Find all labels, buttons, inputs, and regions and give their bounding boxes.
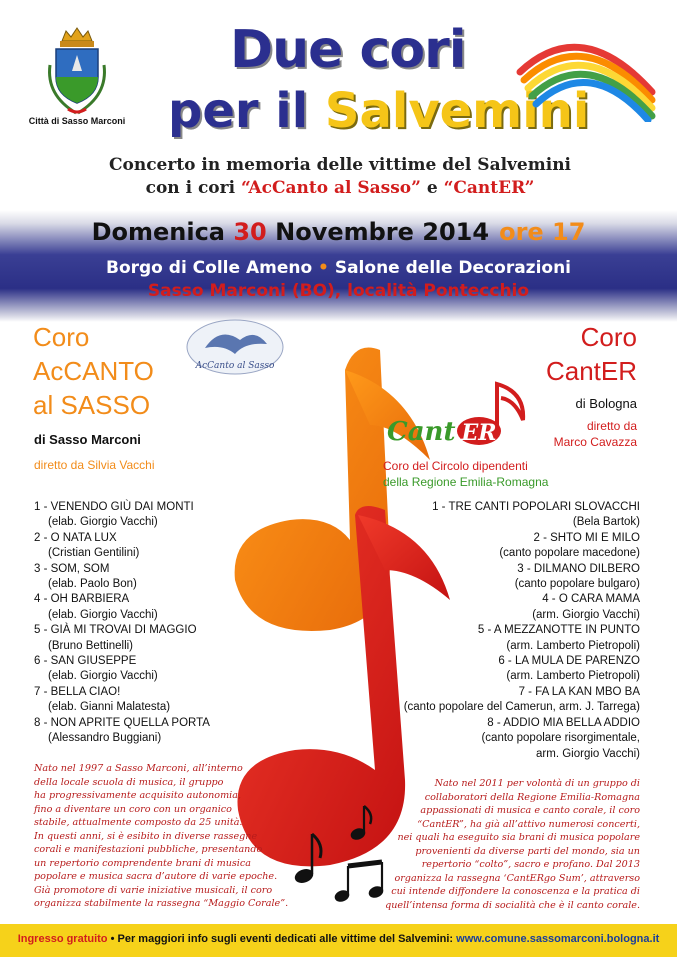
song-note: (arm. Lamberto Pietropoli)	[506, 670, 640, 683]
song-note: (Alessandro Buggiani)	[48, 732, 162, 745]
canter-logo-text-a: Cant	[387, 417, 456, 447]
song-note: (Cristian Gentilini)	[48, 547, 140, 560]
song-title: 8 - NON APRITE QUELLA PORTA	[34, 716, 210, 729]
title-line-1: Due cori	[230, 20, 466, 80]
subtitle-choir-1: “AcCanto al Sasso”	[240, 178, 421, 198]
right-choir-director	[554, 418, 637, 450]
director-name: Marco Cavazza	[553, 435, 637, 449]
song-title: 4 - O CARA MAMA	[542, 593, 640, 606]
song-note: (canto popolare del Camerun, arm. J. Tarrega)	[403, 701, 640, 714]
song-note: (arm. Lamberto Pietropoli)	[506, 639, 640, 652]
left-choir-name-l3: al SASSO	[33, 390, 151, 420]
bio-line: “CantER”, ha già all’attivo numerosi concerti,	[417, 818, 640, 830]
left-song-list	[34, 500, 284, 747]
canter-logo-text-b: ER	[461, 420, 497, 446]
song-title: 6 - LA MULA DE PARENZO	[498, 655, 640, 668]
song-title: 8 - ADDIO MIA BELLA ADDIO	[487, 716, 640, 729]
song-title: 4 - OH BARBIERA	[34, 593, 130, 606]
date-day: 30	[233, 218, 267, 246]
list-item	[320, 500, 640, 531]
list-item	[34, 500, 284, 531]
bio-line: popolare e musica sacra d’autore di varie epoche.	[34, 871, 278, 882]
title-line-2-accent: Salvemini	[324, 83, 590, 139]
small-music-notes-icon	[290, 800, 400, 905]
director-label: diretto da	[586, 419, 637, 433]
bio-line: provenienti da diverse parti del mondo, sia un	[415, 845, 640, 857]
left-choir-name	[33, 320, 154, 422]
event-date	[0, 218, 677, 246]
list-item	[34, 716, 284, 747]
left-choir-name-l1: Coro	[33, 322, 90, 352]
bio-line: repertorio “colto”, sacro e profano. Dal 2013	[421, 859, 640, 870]
right-choir-name	[546, 320, 637, 388]
list-item	[34, 654, 284, 685]
canter-subtitle-2: della Regione Emilia-Romagna	[383, 475, 549, 489]
date-prefix: Domenica	[91, 218, 234, 246]
list-item	[320, 623, 640, 654]
subtitle-line-2	[60, 177, 620, 200]
bio-line: stabile, attualmente composto da 25 unità.	[34, 817, 243, 828]
event-time: ore 17	[499, 218, 586, 246]
bio-line: Nato nel 2011 per volontà di un gruppo di	[434, 778, 640, 789]
bio-line: collaboratori della Regione Emilia-Romagna	[424, 791, 640, 803]
venue-separator: •	[312, 258, 335, 278]
left-choir-bio	[34, 762, 304, 911]
city-label: Città di Sasso Marconi	[28, 116, 126, 126]
rainbow-icon	[512, 22, 662, 122]
song-title: 1 - VENENDO GIÙ DAI MONTI	[34, 501, 194, 513]
venue-a: Borgo di Colle Ameno	[105, 258, 313, 278]
bio-line: cui intende diffondere la conoscenza e la pratica di	[391, 886, 640, 897]
subtitle-text-a: con i cori	[145, 178, 241, 198]
song-title: 5 - GIÀ MI TROVAI DI MAGGIO	[34, 624, 197, 637]
song-note: (Bruno Bettinelli)	[48, 639, 134, 652]
song-note: (canto popolare bulgaro)	[514, 578, 640, 591]
event-place: Sasso Marconi (BO), località Pontecchio	[147, 281, 530, 301]
free-entry: Ingresso gratuito	[17, 933, 108, 945]
bio-line: Nato nel 1997 a Sasso Marconi, all’interno	[34, 763, 243, 774]
song-note: (canto popolare macedone)	[499, 547, 640, 560]
list-item	[320, 685, 640, 716]
footer-info: Per maggiori info sugli eventi dedicati alle vittime del Salvemini:	[117, 933, 457, 945]
bio-line: ha progressivamente acquisito autonomia,	[34, 790, 242, 801]
left-choir-director: diretto da Silvia Vacchi	[34, 458, 155, 472]
song-title: 7 - BELLA CIAO!	[34, 685, 121, 698]
subtitle	[60, 154, 620, 200]
venue-b: Salone delle Decorazioni	[334, 258, 572, 278]
song-note: (elab. Paolo Bon)	[48, 578, 137, 591]
bio-line: fino a diventare un coro con un organico	[34, 803, 232, 815]
song-note: (canto popolare risorgimentale,	[481, 732, 640, 745]
left-choir-name-l2: AcCANTO	[33, 356, 154, 386]
song-note: (elab. Giorgio Vacchi)	[48, 670, 158, 683]
right-choir-name-l1: Coro	[580, 322, 637, 352]
list-item	[320, 562, 640, 593]
list-item	[320, 592, 640, 623]
bio-line: organizza stabilmente la rassegna “Maggio Corale”.	[34, 898, 289, 909]
song-title: 5 - A MEZZANOTTE IN PUNTO	[477, 624, 640, 637]
list-item	[320, 531, 640, 562]
accanto-logo-text: AcCanto al Sasso	[195, 361, 275, 371]
footer-separator: •	[107, 933, 118, 945]
song-note: (elab. Giorgio Vacchi)	[48, 516, 158, 529]
song-title: 1 - TRE CANTI POPOLARI SLOVACCHI	[432, 501, 640, 513]
website-link[interactable]: www.comune.sassomarconi.bologna.it	[456, 933, 660, 945]
song-title: 6 - SAN GIUSEPPE	[34, 655, 137, 668]
footer-text	[0, 933, 677, 945]
list-item	[34, 623, 284, 654]
canter-logo	[385, 380, 530, 450]
canter-subtitle-1: Coro del Circolo dipendenti	[383, 459, 528, 473]
right-choir-name-l2: CantER	[545, 356, 637, 386]
list-item	[34, 562, 284, 593]
list-item	[34, 531, 284, 562]
date-suffix: Novembre 2014	[266, 218, 490, 246]
bio-line: nei quali ha eseguito sia brani di musica popolare	[397, 832, 640, 843]
subtitle-choir-2: “CantER”	[443, 178, 535, 198]
city-crest-icon	[40, 25, 114, 117]
song-title: 2 - SHTO MI E MILO	[533, 531, 640, 544]
list-item	[34, 592, 284, 623]
song-title: 3 - SOM, SOM	[34, 562, 110, 575]
bio-line: In questi anni, si è esibito in diverse rassegne	[34, 830, 258, 842]
song-title: 7 - FA LA KAN MBO BA	[518, 685, 640, 698]
song-note: (arm. Giorgio Vacchi)	[532, 608, 640, 621]
event-venue	[0, 258, 677, 278]
song-note: (Bela Bartok)	[572, 516, 640, 529]
accanto-logo	[185, 318, 285, 376]
list-item	[320, 654, 640, 685]
bio-line: della locale scuola di musica, il gruppo	[34, 776, 224, 788]
list-item	[34, 685, 284, 716]
left-choir-town: di Sasso Marconi	[34, 432, 141, 447]
song-note: arm. Giorgio Vacchi)	[536, 747, 640, 760]
bio-line: un repertorio comprendente brani di musica	[34, 857, 251, 869]
bio-line: Già promotore di varie iniziative musicali, il coro	[34, 884, 273, 896]
song-title: 3 - DILMANO DILBERO	[517, 562, 640, 575]
right-song-list	[320, 500, 640, 762]
bio-line: corali e manifestazioni pubbliche, presentando	[34, 844, 263, 855]
song-title: 2 - O NATA LUX	[34, 531, 117, 544]
subtitle-line-1: Concerto in memoria delle vittime del Salvemini	[108, 155, 572, 175]
bio-line: appassionati di musica e canto corale, il coro	[420, 805, 640, 816]
song-note: (elab. Giorgio Vacchi)	[48, 608, 158, 621]
bio-line: quell’intensa forma di socialità che è il canto corale.	[385, 899, 640, 911]
subtitle-text-c: e	[420, 178, 444, 198]
bio-line: organizza la rassegna ‘CantERgo Sum’, attraverso	[394, 872, 640, 884]
title-line-2-prefix: per il	[168, 83, 325, 139]
song-note: (elab. Gianni Malatesta)	[48, 701, 171, 714]
list-item	[320, 716, 640, 762]
right-choir-town: di Bologna	[575, 396, 637, 411]
